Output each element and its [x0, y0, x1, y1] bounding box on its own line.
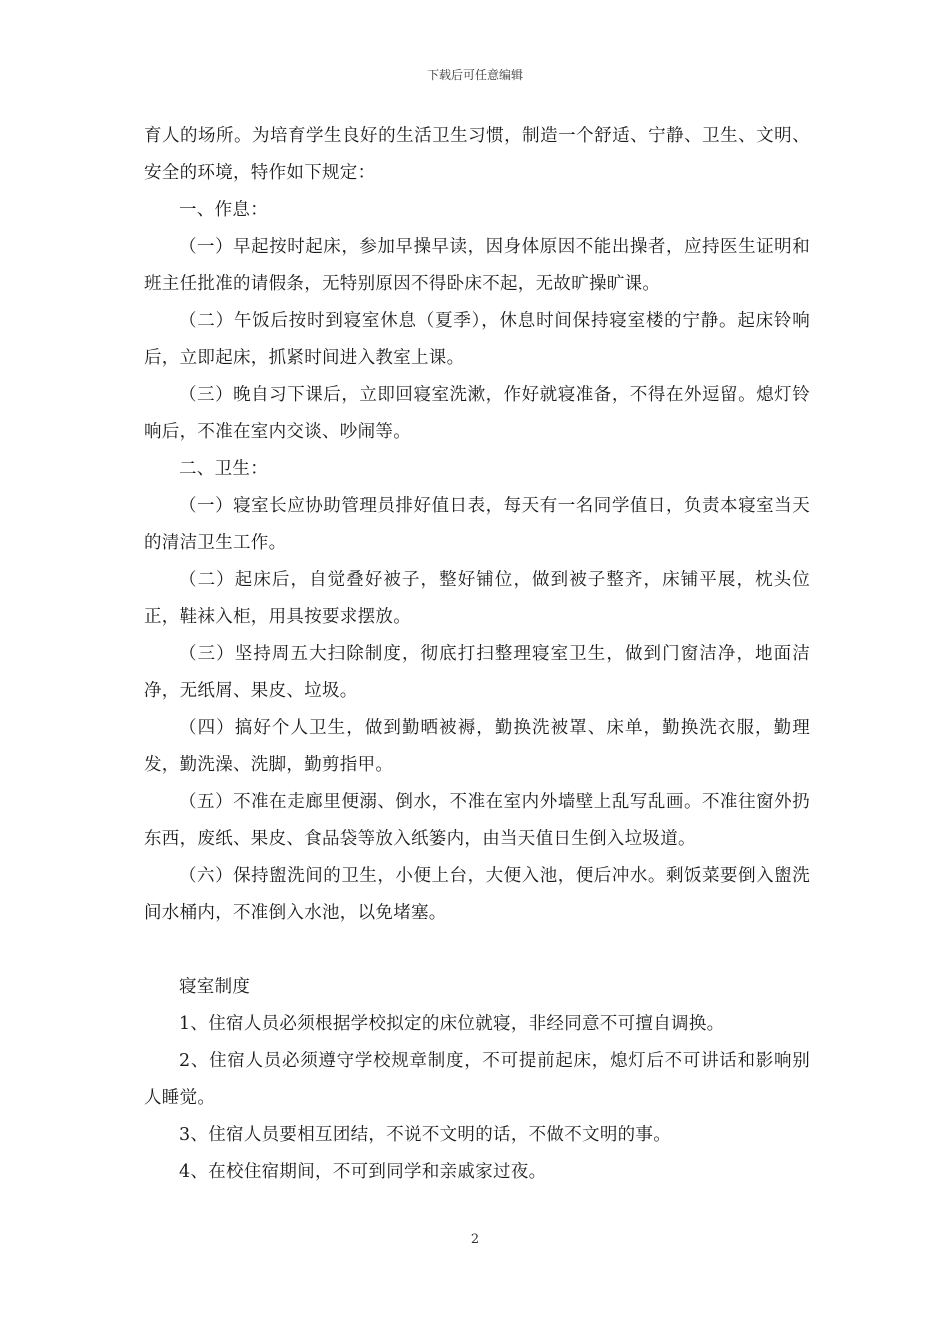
dorm-rule-2: 2、住宿人员必须遵守学校规章制度，不可提前起床，熄灯后不可讲话和影响别人睡觉。	[144, 1051, 810, 1108]
intro-paragraph: 育人的场所。为培育学生良好的生活卫生习惯，制造一个舒适、宁静、卫生、文明、安全的环境，特作如下规定：	[144, 126, 810, 183]
page-header: 下载后可任意编辑	[426, 68, 523, 82]
section-heading-dorm-rules: 寝室制度	[179, 977, 251, 997]
hygiene-rule-6: （六）保持盥洗间的卫生，小便上台，大便入池，便后冲水。剩饭菜要倒入盥洗间水桶内，不准倒入水池，以免堵塞。	[144, 866, 810, 923]
rest-rule-1: （一）早起按时起床，参加早操早读，因身体原因不能出操者，应持医生证明和班主任批准的请假条，无特别原因不得卧床不起，无故旷操旷课。	[144, 237, 810, 294]
page-number: 2	[470, 1232, 480, 1247]
section-heading-rest: 一、作息：	[179, 200, 268, 220]
rest-rule-2: （二）午饭后按时到寝室休息（夏季），休息时间保持寝室楼的宁静。起床铃响后，立即起床，抓紧时间进入教室上课。	[144, 311, 810, 368]
hygiene-rule-4: （四）搞好个人卫生，做到勤晒被褥，勤换洗被罩、床单，勤换洗衣服，勤理发，勤洗澡、洗脚，勤剪指甲。	[144, 718, 810, 775]
section-heading-hygiene: 二、卫生：	[179, 459, 268, 479]
section-spacer	[144, 932, 810, 969]
dorm-rule-4: 4、在校住宿期间，不可到同学和亲戚家过夜。	[179, 1162, 547, 1182]
hygiene-rule-5: （五）不准在走廊里便溺、倒水，不准在室内外墙壁上乱写乱画。不准往窗外扔东西，废纸、果皮、食品袋等放入纸篓内，由当天值日生倒入垃圾道。	[144, 792, 810, 849]
dorm-rule-1: 1、住宿人员必须根据学校拟定的床位就寝，非经同意不可擅自调换。	[179, 1014, 725, 1034]
rest-rule-3: （三）晚自习下课后，立即回寝室洗漱，作好就寝准备，不得在外逗留。熄灯铃响后，不准在室内交谈、吵闹等。	[144, 385, 810, 442]
dorm-rule-3: 3、住宿人员要相互团结，不说不文明的话，不做不文明的事。	[179, 1125, 672, 1145]
document-body	[144, 118, 810, 1191]
hygiene-rule-3: （三）坚持周五大扫除制度，彻底打扫整理寝室卫生，做到门窗洁净，地面洁净，无纸屑、果皮、垃圾。	[144, 644, 810, 701]
hygiene-rule-1: （一）寝室长应协助管理员排好值日表，每天有一名同学值日，负责本寝室当天的清洁卫生工作。	[144, 496, 810, 553]
hygiene-rule-2: （二）起床后，自觉叠好被子，整好铺位，做到被子整齐，床铺平展，枕头位正，鞋袜入柜，用具按要求摆放。	[144, 570, 810, 627]
